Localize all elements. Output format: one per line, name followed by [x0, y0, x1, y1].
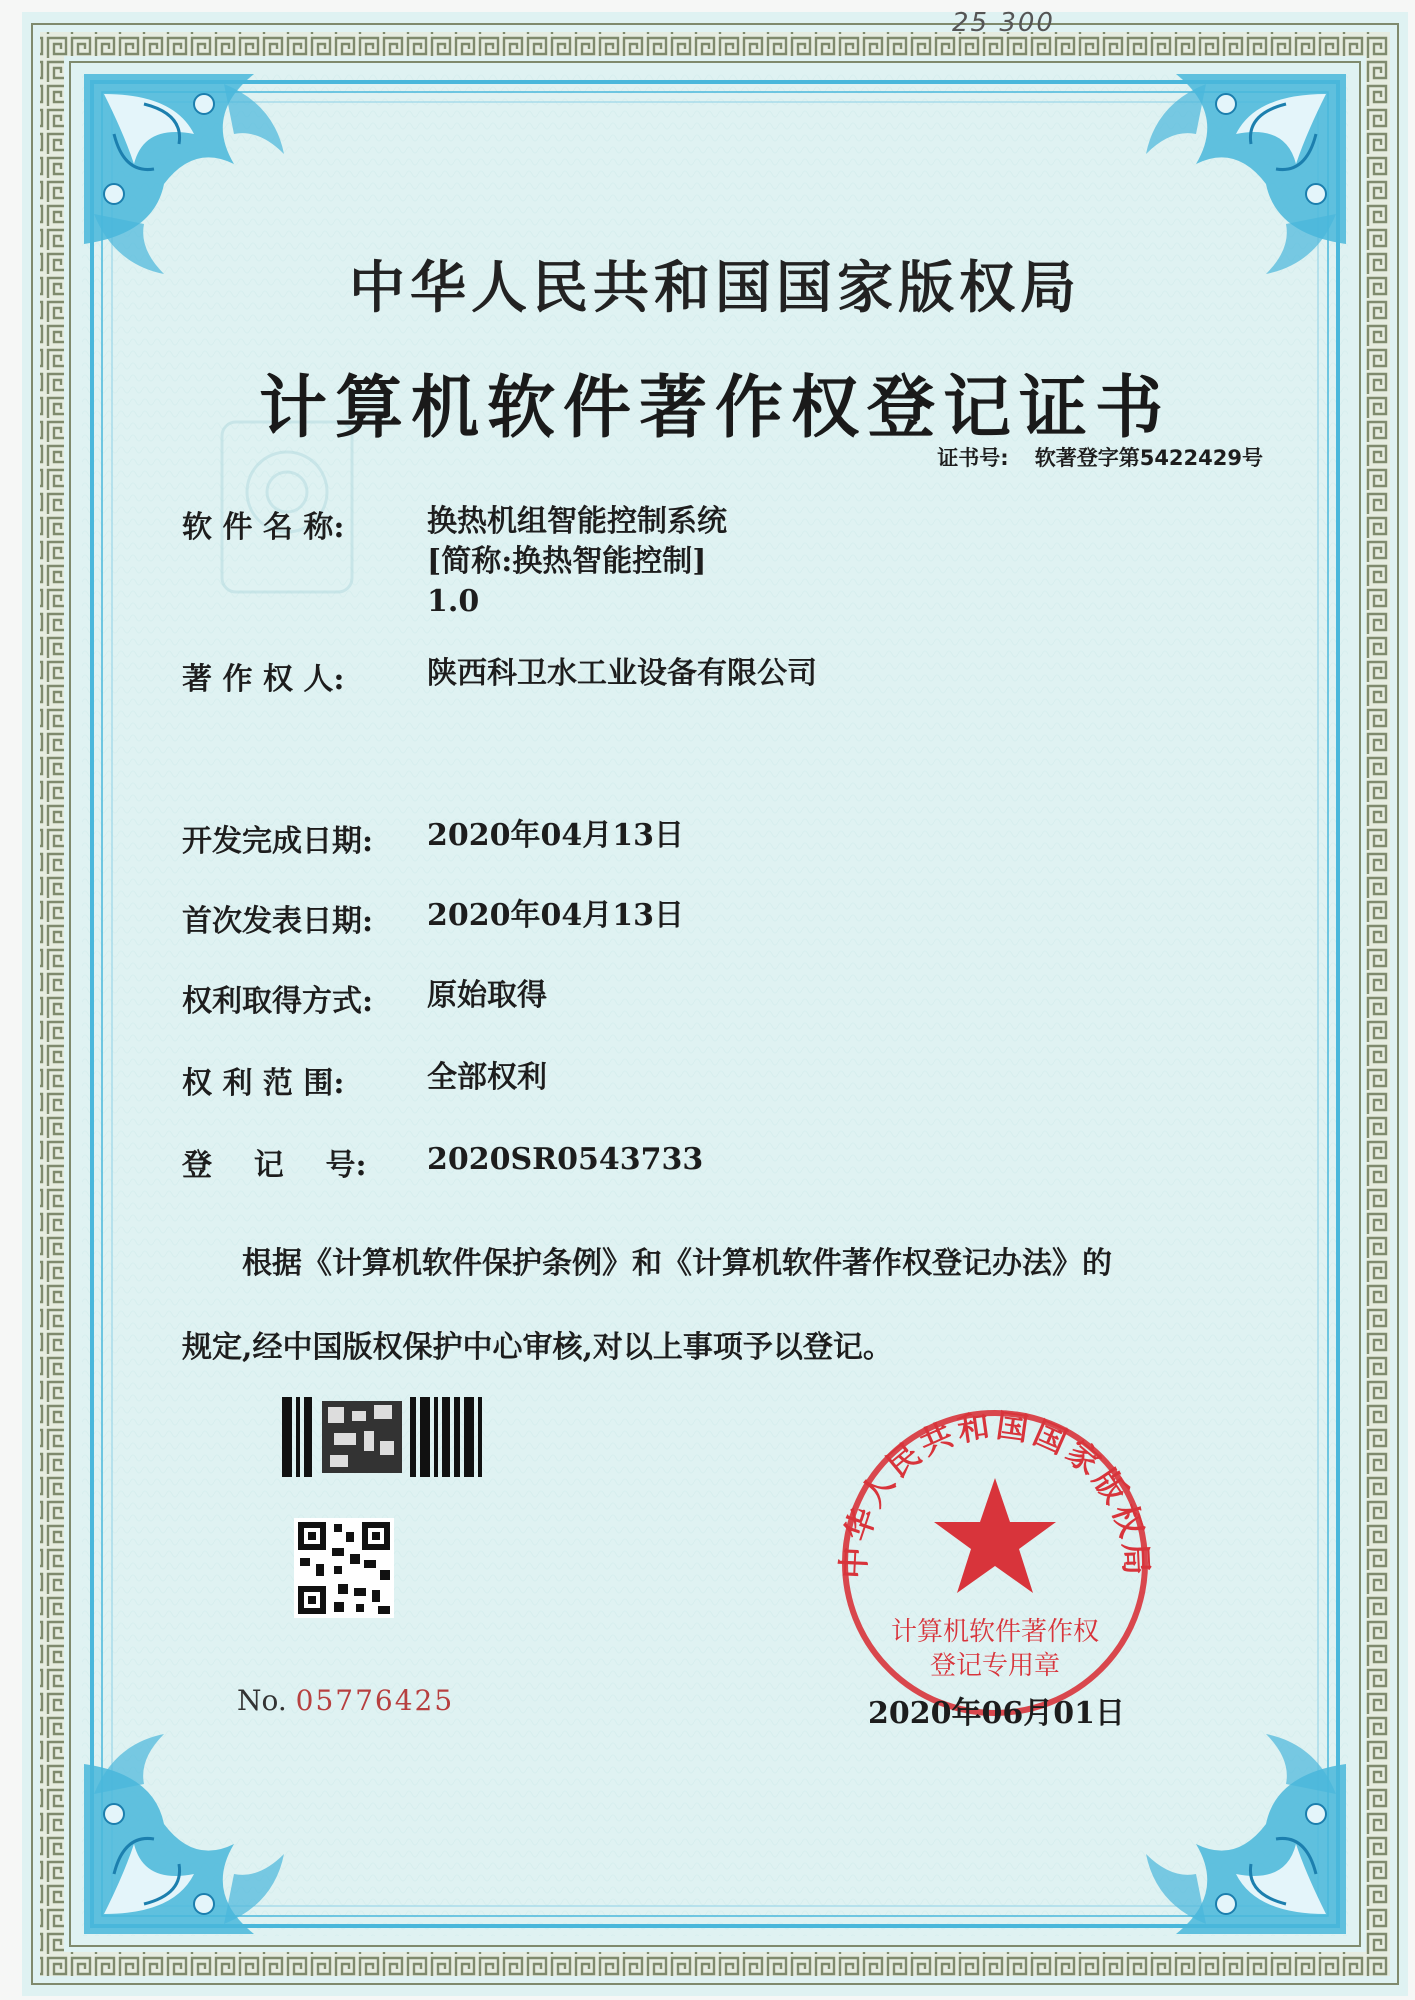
- field-copyright-holder: [182, 654, 817, 698]
- certificate-number: [937, 442, 1263, 472]
- field-registration-number: [182, 1140, 703, 1184]
- field-software-name: [182, 502, 727, 622]
- field-label: 登 记 号:: [182, 1148, 367, 1183]
- field-value: 2020年04月13日: [427, 818, 684, 853]
- field-value: 全部权利: [427, 1060, 547, 1095]
- software-short-name-line: [简称:换热智能控制]: [427, 544, 707, 579]
- issuing-authority: 中华人民共和国国家版权局: [349, 255, 1081, 321]
- seal-center-line-2: 登记专用章: [929, 1651, 1061, 1681]
- official-seal-stamp: [830, 1398, 1160, 1728]
- certificate-number-label: 证书号:: [937, 446, 1009, 470]
- qr-code-icon: [294, 1518, 394, 1618]
- field-label: 首次发表日期:: [182, 904, 374, 939]
- field-acquisition-method: [182, 976, 547, 1020]
- field-label: 权 利 范 围:: [182, 1066, 345, 1101]
- field-completion-date: [182, 816, 684, 860]
- statement-line-1: 根据《计算机软件保护条例》和《计算机软件著作权登记办法》的: [242, 1246, 1112, 1281]
- serial-value: 05776425: [295, 1684, 455, 1717]
- certificate-sheet: [22, 8, 1408, 1996]
- field-value: [427, 502, 727, 622]
- field-value: 2020年04月13日: [427, 898, 684, 933]
- software-version-line: 1.0: [427, 584, 480, 619]
- field-label: 权利取得方式:: [182, 984, 374, 1019]
- field-value: 陕西科卫水工业设备有限公司: [427, 656, 817, 691]
- serial-number: [237, 1684, 454, 1717]
- field-label: 著 作 权 人:: [182, 662, 345, 697]
- seal-center-line-1: 计算机软件著作权: [890, 1617, 1100, 1647]
- statement-line-2: 规定,经中国版权保护中心审核,对以上事项予以登记。: [182, 1330, 893, 1365]
- issue-date: 2020年06月01日: [868, 1696, 1125, 1731]
- field-value: 2020SR0543733: [427, 1142, 704, 1177]
- field-first-publication-date: [182, 896, 684, 940]
- seal-star-icon: [934, 1478, 1056, 1593]
- serial-prefix: No.: [237, 1684, 287, 1717]
- field-label: 开发完成日期:: [182, 824, 374, 859]
- seal-ring-text: 中华人民共和国国家版权局: [834, 1406, 1156, 1580]
- software-name-line: 换热机组智能控制系统: [427, 504, 727, 539]
- certificate-number-value: 软著登字第5422429号: [1034, 446, 1263, 470]
- field-value: 原始取得: [427, 978, 547, 1013]
- field-scope-of-rights: [182, 1058, 547, 1102]
- field-label: 软 件 名 称:: [182, 510, 345, 545]
- certificate-title: 计算机软件著作权登记证书: [258, 368, 1171, 448]
- handwritten-annotation: 25 300: [952, 8, 1055, 38]
